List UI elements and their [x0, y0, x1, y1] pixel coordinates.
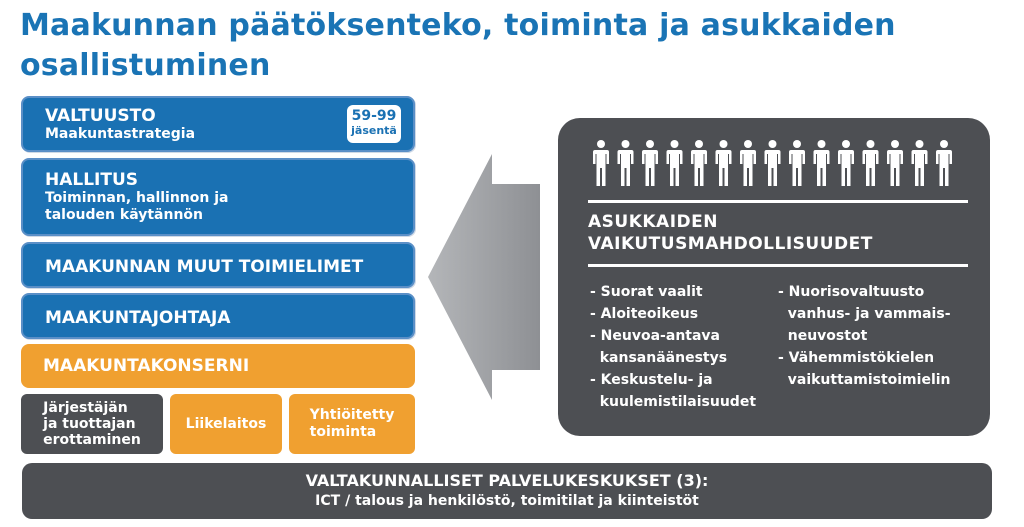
national-service-centres-bar: [22, 463, 992, 519]
bottom-line1: VALTAKUNNALLISET PALVELUKESKUKSET (3):: [305, 471, 709, 490]
person-icon: [740, 140, 756, 186]
list-item: vanhus- ja vammais-: [778, 306, 951, 322]
maakuntajohtaja-box: [21, 293, 415, 339]
list-item: - Suorat vaalit: [590, 284, 703, 300]
muut-toimielimet-box: [21, 242, 415, 288]
person-icon: [789, 140, 805, 186]
valtuusto-heading: VALTUUSTO: [45, 106, 156, 126]
person-icon: [887, 140, 903, 186]
list-item: kansanäänestys: [590, 350, 728, 366]
hallitus-heading: HALLITUS: [45, 170, 139, 190]
people-icon-row: [592, 140, 962, 190]
person-icon: [838, 140, 854, 186]
person-icon: [936, 140, 952, 186]
jarjestaja-line2: ja tuottajan: [43, 416, 136, 432]
panel-divider-bottom: [588, 264, 968, 267]
list-item: - Keskustelu- ja: [590, 372, 713, 388]
hallitus-box: [21, 158, 415, 236]
person-icon: [642, 140, 658, 186]
maakuntajohtaja-label: MAAKUNTAJOHTAJA: [45, 308, 231, 328]
yhtioitetty-box: [289, 394, 415, 454]
liikelaitos-label: Liikelaitos: [185, 415, 267, 432]
person-icon: [618, 140, 634, 186]
person-icon: [667, 140, 683, 186]
list-item: kuulemistilaisuudet: [590, 394, 757, 410]
person-icon: [593, 140, 609, 186]
list-item: vaikuttamistoimielin: [778, 372, 951, 388]
person-icon: [716, 140, 732, 186]
valtuusto-sub: Maakuntastrategia: [45, 126, 196, 142]
yhtioitetty-line1: Yhtiöitetty: [309, 407, 395, 423]
hallitus-sub-line1: Toiminnan, hallinnon ja: [45, 190, 229, 206]
influence-list-right: [778, 281, 951, 391]
hallitus-sub-line2: talouden käytännön: [45, 207, 203, 223]
panel-title-line2: VAIKUTUSMAHDOLLISUUDET: [588, 234, 873, 254]
badge-number: 59-99: [351, 108, 397, 124]
person-icon: [765, 140, 781, 186]
valtuusto-box: [21, 96, 415, 152]
person-icon: [912, 140, 928, 186]
list-item: neuvostot: [778, 328, 868, 344]
person-icon: [863, 140, 879, 186]
residents-influence-panel: [558, 118, 990, 436]
badge-unit: jäsentä: [351, 124, 397, 137]
list-item: - Aloiteoikeus: [590, 306, 699, 322]
liikelaitos-box: [170, 394, 282, 454]
list-item: - Neuvoa-antava: [590, 328, 720, 344]
left-arrow-icon: [428, 150, 558, 404]
jarjestaja-line1: Järjestäjän: [43, 400, 128, 416]
panel-title-line1: ASUKKAIDEN: [588, 212, 718, 232]
list-item: - Vähemmistökielen: [778, 350, 935, 366]
yhtioitetty-line2: toiminta: [309, 424, 377, 440]
jarjestaja-box: [21, 394, 163, 454]
bottom-line2: ICT / talous ja henkilöstö, toimitilat ja kiinteistöt: [315, 493, 699, 509]
person-icon: [814, 140, 830, 186]
list-item: - Nuorisovaltuusto: [778, 284, 925, 300]
jarjestaja-line3: erottaminen: [43, 432, 141, 448]
maakuntakonserni-box: [21, 344, 415, 388]
influence-list-left: [590, 281, 756, 413]
panel-divider-top: [588, 200, 968, 203]
panel-title: [588, 211, 873, 255]
member-count-badge: [347, 105, 401, 143]
maakuntakonserni-label: MAAKUNTAKONSERNI: [43, 356, 250, 376]
muut-toimielimet-label: MAAKUNNAN MUUT TOIMIELIMET: [45, 257, 364, 277]
page-title: Maakunnan päätöksenteko, toiminta ja asukkaiden osallistuminen: [20, 8, 896, 83]
person-icon: [691, 140, 707, 186]
